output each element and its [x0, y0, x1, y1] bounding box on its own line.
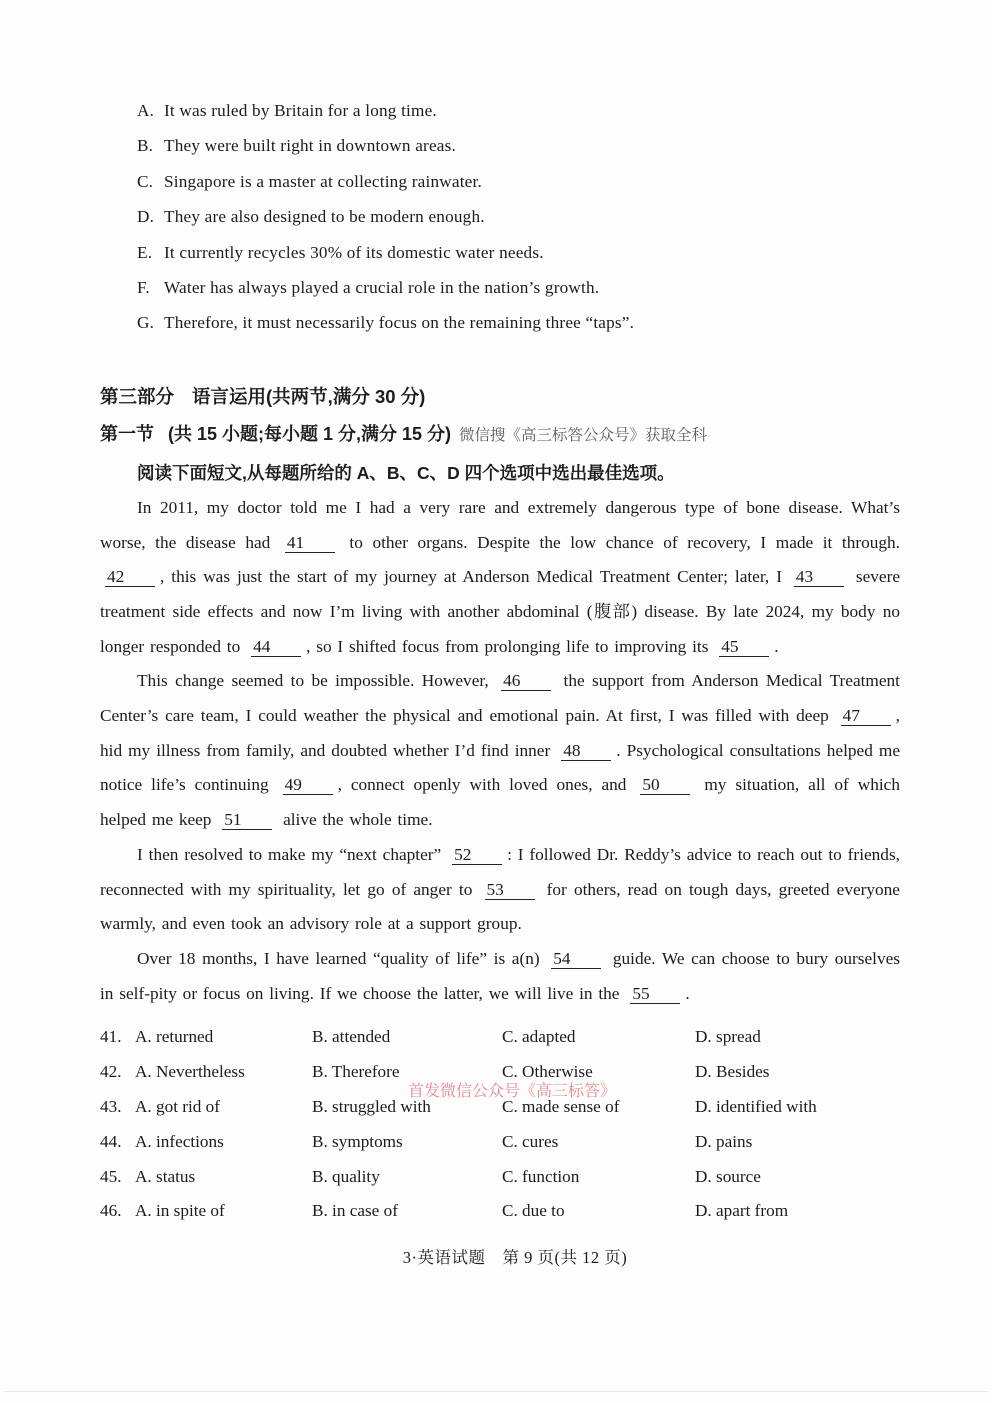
blank-55: 55 [630, 984, 680, 1004]
cloze-row-46 [100, 1194, 900, 1229]
cloze-row-41 [100, 1020, 900, 1055]
cloze-question-number: 41. [100, 1027, 122, 1047]
choice-letter: C. [137, 171, 154, 191]
cloze-row-43 [100, 1090, 900, 1125]
cloze-choice-b: B. quality [312, 1166, 380, 1186]
cloze-choice-a: A. Nevertheless [135, 1062, 245, 1082]
seven-choice-item [137, 199, 900, 234]
cloze-choice-d: D. Besides [695, 1062, 770, 1082]
cloze-choice-b: B. attended [312, 1027, 391, 1047]
scan-edge-line [4, 1391, 988, 1392]
choice-text: It currently recycles 30% of its domestic water needs. [164, 242, 544, 262]
cloze-choice-b: B. symptoms [312, 1131, 403, 1151]
choice-text: Water has always played a crucial role in the nation’s growth. [164, 278, 600, 298]
blank-49: 49 [283, 775, 333, 795]
cloze-row-45 [100, 1160, 900, 1195]
cloze-choice-a: A. returned [135, 1027, 214, 1047]
instructions-text: 阅读下面短文,从每题所给的 A、B、C、D 四个选项中选出最佳选项。 [137, 462, 675, 483]
section-label: 第一节 [100, 423, 154, 444]
section-title: (共 15 小题;每小题 1 分,满分 15 分) [168, 423, 452, 444]
cloze-passage [100, 491, 900, 1012]
cloze-choice-a: A. infections [135, 1131, 224, 1151]
seven-choice-item [137, 93, 900, 128]
choice-letter: B. [137, 136, 154, 156]
cloze-row-42 [100, 1055, 900, 1090]
cloze-choice-d: D. apart from [695, 1201, 789, 1221]
blank-42: 42 [105, 567, 155, 587]
choice-text: They were built right in downtown areas. [164, 136, 456, 156]
choice-letter: G. [137, 313, 155, 333]
blank-46: 46 [501, 671, 551, 691]
cloze-choice-c: C. Otherwise [502, 1062, 593, 1082]
seven-choice-list [100, 0, 900, 341]
passage-paragraph: This change seemed to be impossible. However, 46 the support from Anderson Medical Treatment Center’s care team, I could weather the physical and emotional pain. At first, I was filled with deep 47 , hid my illness from family, and doubted whether I’d find inner 48 . Psychological consultations helped me notice life’s continuing 49 , connect openly with loved ones, and 50 my situation, all of which helped me keep 51 alive the whole time. [100, 671, 900, 830]
blank-45: 45 [719, 637, 769, 657]
part-title: 语言运用(共两节,满分 30 分) [192, 385, 426, 407]
section-heading [100, 421, 900, 449]
cloze-choice-d: D. pains [695, 1131, 753, 1151]
blank-54: 54 [551, 949, 601, 969]
red-watermark-text: 首发微信公众号《高三标答》 [408, 1083, 617, 1100]
cloze-choice-d: D. source [695, 1166, 761, 1186]
blank-48: 48 [561, 741, 611, 761]
blank-47: 47 [841, 706, 891, 726]
cloze-row-44 [100, 1125, 900, 1160]
cloze-choice-b: B. struggled with [312, 1096, 431, 1116]
cloze-question-number: 45. [100, 1166, 122, 1186]
cloze-choice-c: C. cures [502, 1131, 559, 1151]
cloze-choice-c: C. function [502, 1166, 580, 1186]
cloze-choice-a: A. got rid of [135, 1096, 220, 1116]
choice-letter: A. [137, 101, 155, 120]
cloze-choice-a: A. in spite of [135, 1201, 225, 1221]
cloze-choice-a: A. status [135, 1166, 196, 1186]
cloze-choice-c: C. adapted [502, 1027, 576, 1047]
cloze-choice-b: B. in case of [312, 1201, 398, 1221]
blank-41: 41 [285, 533, 335, 553]
choice-text: Therefore, it must necessarily focus on the remaining three “taps”. [164, 313, 635, 333]
seven-choice-item [137, 164, 900, 199]
cloze-question-number: 44. [100, 1131, 122, 1151]
passage-paragraph: I then resolved to make my “next chapter” 52 : I followed Dr. Reddy’s advice to reach out to friends, reconnected with my spirituality, let go of anger to 53 for others, read on tough days, greeted everyone warmly, and even took an advisory role at a support group. [100, 844, 900, 934]
cloze-question-number: 43. [100, 1096, 122, 1116]
blank-50: 50 [640, 775, 690, 795]
part-heading [100, 384, 900, 410]
cloze-question-number: 42. [100, 1062, 122, 1082]
blank-53: 53 [485, 880, 535, 900]
inline-watermark-text: 微信搜《高三标答公众号》获取全科 [459, 426, 708, 444]
cloze-choice-c: C. due to [502, 1201, 565, 1221]
choice-letter: F. [137, 278, 150, 298]
choice-text: They are also designed to be modern enough. [164, 207, 485, 227]
blank-43: 43 [794, 567, 844, 587]
seven-choice-item [137, 128, 900, 163]
passage-paragraph: In 2011, my doctor told me I had a very rare and extremely dangerous type of bone disease. What’s worse, the disease had 41 to other organs. Despite the low chance of recovery, I made it through. 42 , this was just the start of my journey at Anderson Medical Treatment Center; later, I 43 severe treatment side effects and now I’m living with another abdominal (腹部) disease. By late 2024, my body no longer responded to 44 , so I shifted focus from prolonging life to improving its 45 . [100, 497, 901, 656]
cloze-options-table [100, 1020, 900, 1229]
seven-choice-item [137, 270, 900, 305]
blank-44: 44 [251, 637, 301, 657]
choice-text: Singapore is a master at collecting rainwater. [164, 171, 482, 191]
part-label: 第三部分 [100, 385, 175, 407]
blank-51: 51 [222, 810, 272, 830]
choice-letter: D. [137, 207, 155, 227]
cloze-choice-d: D. spread [695, 1027, 761, 1047]
cloze-choice-c: C. made sense of [502, 1096, 620, 1116]
cloze-question-number: 46. [100, 1201, 122, 1221]
passage-paragraph: Over 18 months, I have learned “quality of life” is a(n) 54 guide. We can choose to bury ourselves in self-pity or focus on living. If we choose the latter, we will live in the 55 . [100, 948, 900, 1003]
cloze-choice-b: B. Therefore [312, 1062, 400, 1082]
page-footer: 3·英语试题 第 9 页(共 12 页) [402, 1248, 628, 1268]
blank-52: 52 [452, 845, 502, 865]
choice-text: It was ruled by Britain for a long time. [164, 101, 437, 120]
cloze-choice-d: D. identified with [695, 1096, 817, 1116]
seven-choice-item [137, 305, 900, 340]
seven-choice-item [137, 235, 900, 270]
choice-letter: E. [137, 242, 153, 262]
